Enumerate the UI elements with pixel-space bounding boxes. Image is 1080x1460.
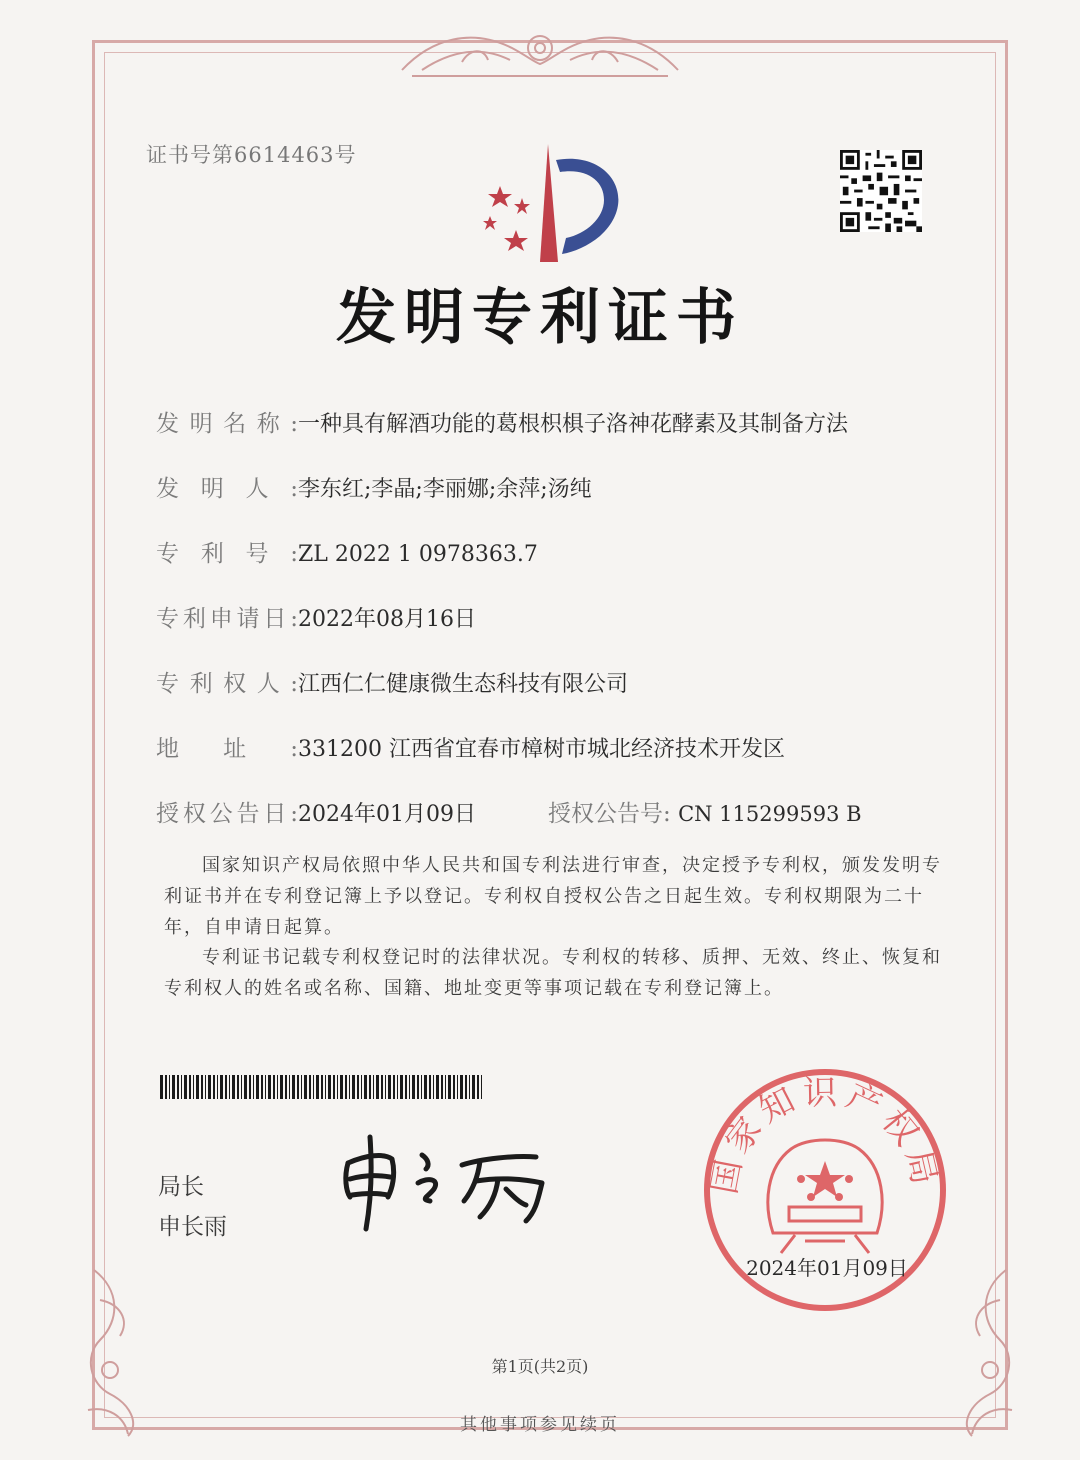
svg-text:国家知识产权局: 国家知识产权局 (704, 1072, 946, 1198)
page-title: 发明专利证书 (336, 283, 744, 353)
grant-date-value: 2024年01月09日 (298, 802, 476, 827)
invention-name-row (156, 405, 848, 438)
patentee-value: 江西仁仁健康微生态科技有限公司 (298, 672, 629, 697)
patentee-row (156, 665, 628, 698)
grant-number-row (548, 795, 862, 828)
director-signature-icon (330, 1125, 570, 1235)
patent-number-row (156, 535, 538, 568)
page-number: 第1页(共2页) (491, 1357, 589, 1376)
address-label: 地址: (156, 736, 298, 762)
application-date-row (156, 600, 476, 633)
grant-date-label: 授权公告日: (156, 801, 298, 827)
invention-name-value: 一种具有解酒功能的葛根枳椇子洛神花酵素及其制备方法 (298, 412, 849, 437)
legal-paragraph-1: 国家知识产权局依照中华人民共和国专利法进行审查，决定授予专利权，颁发发明专利证书并在专利登记簿上予以登记。专利权自授权公告之日起生效。专利权期限为二十年，自申请日起算。 (164, 855, 942, 938)
top-ornament (392, 18, 688, 88)
inventors-label: 发明人: (156, 476, 298, 502)
qr-code-icon (840, 150, 922, 232)
director-title: 局长 (158, 1174, 204, 1200)
grant-number-label: 授权公告号: (548, 801, 671, 827)
director-name: 申长雨 (158, 1214, 227, 1240)
patent-number-label: 专利号: (156, 541, 298, 567)
inventors-row (156, 470, 592, 503)
inventors-value: 李东红;李晶;李丽娜;余萍;汤纯 (298, 477, 592, 502)
application-date-label: 专利申请日: (156, 606, 298, 632)
seal-date: 2024年01月09日 (746, 1256, 908, 1280)
invention-name-label: 发明名称: (156, 411, 298, 437)
grant-date-row (156, 795, 476, 828)
barcode-icon (160, 1075, 486, 1099)
legal-paragraph-2: 专利证书记载专利权登记时的法律状况。专利权的转移、质押、无效、终止、恢复和专利权人的姓名或名称、国籍、地址变更等事项记载在专利登记簿上。 (164, 947, 942, 999)
patentee-label: 专利权人: (156, 671, 298, 697)
address-value: 331200 江西省宜春市樟树市城北经济技术开发区 (298, 737, 785, 762)
cnipa-logo-icon (470, 140, 640, 270)
application-date-value: 2022年08月16日 (298, 607, 476, 632)
footer-note: 其他事项参见续页 (460, 1415, 620, 1435)
patent-number-value: ZL 2022 1 0978363.7 (298, 542, 538, 567)
address-row (156, 730, 785, 763)
certificate-number: 证书号第6614463号 (146, 143, 357, 167)
grant-number-value: CN 115299593 B (678, 802, 862, 826)
